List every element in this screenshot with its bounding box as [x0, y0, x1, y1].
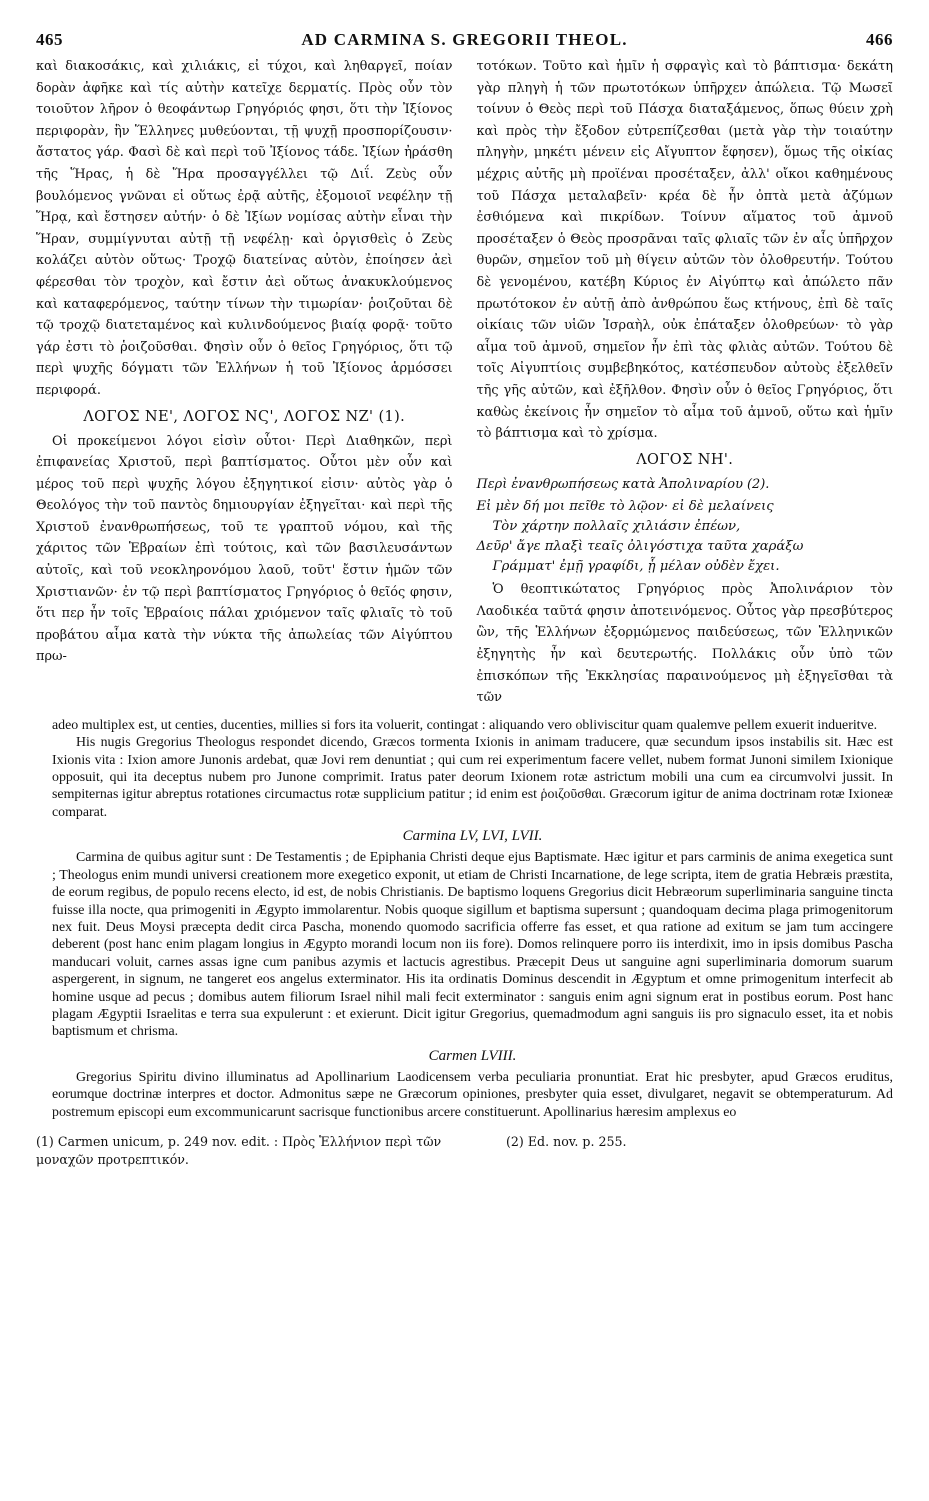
- right-section-heading: ΛΟΓΟΣ ΝΗ'.: [636, 451, 734, 468]
- left-paragraph-2: Οἱ προκείμενοι λόγοι εἰσὶν οὗτοι· Περὶ Διαθηκῶν, περὶ ἐπιφανείας Χριστοῦ, περὶ βαπτίσματος. Οὗτοι μὲν οὖν καὶ μέρος τοῦ περὶ ψυχῆς λόγου ἐξηγητικοί εἰσιν· αὐτὸς γὰρ ὁ Θεολόγος τὴν τοῦ παντὸς δημιουργίαν ἐξηγεῖται· καὶ περὶ τῆς Χριστοῦ ἐνανθρωπήσεως, τοῦ τε γραπτοῦ νόμου, καὶ τῆς χάριτος τῶν Ἑβραίων ἐπὶ τούτοις, καὶ τῶν βασιλευσάντων αὐτοῖς, καὶ τοῦ νεοκληρονόμου λαοῦ, τοῦτ' ἔστιν ἡμῶν τῶν Χριστιανῶν· ἐν τῷ περὶ βαπτίσματος Γρηγόριος ὁ θεῖός φησιν, ὅτι περ ἦν τοῖς Ἑβραίοις πάλαι χριόμενον ταῖς φλιαῖς τὸ τοῦ προβάτου αἷμα κατὰ τὴν νύκτα τῆς ἀπωλείας τῶν Αἰγύπτου πρω-: [36, 433, 453, 665]
- left-section-heading: ΛΟΓΟΣ ΝΕ', ΛΟΓΟΣ ΝϚ', ΛΟΓΟΣ ΝΖ' (1).: [83, 408, 406, 425]
- poem: [477, 497, 894, 577]
- left-paragraph-1: καὶ διακοσάκις, καὶ χιλιάκις, εἰ τύχοι, καὶ ληθαργεῖ, ποίαν δορὰν ἀφῆκε καὶ τίς αὐτὴν κατεῖχε δερματίς. Πρὸς οὖν τὸν τοιοῦτον λῆρον ὁ θεοφάντωρ Γρηγόριός φησι, ὅτι τὴν Ἰξίονος περιφορὰν, ἣν Ἕλληνες μυθεύονται, τῇ ψυχῇ προσπορίζουσιν· ἄστατος γάρ. Φασὶ δὲ καὶ περὶ τοῦ Ἰξίονος τάδε. Ἰξίων ἠράσθη τῆς Ἥρας, ἡ δὲ Ἥρα προσαγγέλλει τῷ Διΐ. Ζεὺς οὖν βουλόμενος γνῶναι εἰ οὕτως ἐρᾷ αὐτῆς, ἐξομοιοῖ νεφέλην τῇ Ἥρᾳ, καὶ ἔστησεν αὐτήν· ὁ δὲ Ἰξίων νομίσας αὐτὴν εἶναι τὴν Ἥραν, συμμίγνυται αὐτῇ τῇ νεφέλῃ· καὶ ὀργισθεὶς ὁ Ζεὺς κολάζει αὐτὸν οὕτως· Τροχῷ διατείνας αὐτὸν, ἐποίησεν ἀεὶ φέρεσθαι τὸν τροχὸν, καὶ ἔστιν ἀεὶ οὕτως ἀνακυκλούμενος καὶ καταφερόμενος, ταύτην τίνων τὴν τιμωρίαν· ῥοιζοῦται δὲ τῷ τροχῷ διατεταμένος καὶ κυλινδούμενος βιαίᾳ φορᾷ· τοῦτο γάρ ἐστι τὸ ῥοιζοῦσθαι. Φησὶν οὖν ὁ θεῖος Γρηγόριος, ὅτι τῷ περὶ ψυχῆς δόγματι τῶν Ἑλλήνων ἡ τοῦ Ἰξίονος ἁρμόσσει περιφορά.: [36, 59, 453, 398]
- latin-paragraph-1: adeo multiplex est, ut centies, ducenties, millies si fors ita voluerit, contingat : aliquando vero obliviscitur quam qualemve pellem exuerit indueritve.: [52, 717, 878, 733]
- latin-translation: [30, 709, 899, 1121]
- left-column: [36, 56, 453, 709]
- left-page-number: 465: [36, 30, 63, 49]
- right-paragraph-1: τοτόκων. Τοῦτο καὶ ἡμῖν ἡ σφραγὶς καὶ τὸ βάπτισμα· δεκάτη γὰρ πληγὴ ἡ τῶν πρωτοτόκων ὑπῆρχεν ἀπώλεια. Τῷ Μωσεῖ τοίνυν ὁ Θεὸς περὶ τοῦ Πάσχα διαταξάμενος, ὅπως θύειν χρὴ καὶ πρὸς τὴν ἔξοδον εὐτρεπίζεσθαι (μετὰ γὰρ τὴν τοιαύτην πληγὴν, μηκέτι μένειν εἰς Αἴγυπτον ἔφησεν), ὅμως τῆς οἰκίας μέχρις αὐτῆς μὴ προϊέναι προσέταξεν, ἀλλ' οἴκοι καθημένους τοῦ Πάσχα μεταλαβεῖν· κρέα δὲ ἦν ὀπτὰ μετὰ ἀζύμων ἐσθιόμενα καὶ πικρίδων. Τοίνυν αἵματος τοῦ ἀμνοῦ προσέταξεν ὁ Θεὸς προσρᾶναι ταῖς φλιαῖς τῶν ἐν αἷς ὑπῆρχον θυρῶν, σημεῖον τοῦ μὴ θίγειν αὐτῶν τὸν ὀλοθρευτήν. Τούτου δὲ γενομένου, κατέβη Κύριος ἐν Αἰγύπτῳ καὶ ἀπώλετο πᾶν πρωτότοκον ἐν αὐτῇ ἀπὸ ἀνθρώπου ἕως κτήνους, ἐπὶ δὲ ταῖς οἰκίαις τῶν υἱῶν Ἰσραὴλ, οὐκ ἐπάταξεν ὀλοθρεύων· τὸ γὰρ αἷμα τοῦ ἀμνοῦ, σημεῖον ἦν ἐπὶ τὰς φλιὰς αὐτῶν. Τούτου δὲ τοῖς Αἰγυπτίοις συμβεβηκότος, κατέσπευδον αὐτοὺς ἐξελθεῖν τῆς γῆς αὐτῶν, καὶ ἐξῆλθον. Φησὶν οὖν ὁ θεῖος Γρηγόριος, ὅτι καθὼς ἐκείνοις ἦν σημεῖον τὸ αἷμα τοῦ ἀμνοῦ, οὕτω καὶ ἡμῖν τὸ βάπτισμα καὶ τὸ χρίσμα.: [476, 59, 893, 442]
- greek-columns: [30, 56, 899, 709]
- latin-paragraph-4: Gregorius Spiritu divino illuminatus ad Apollinarium Laodicensem verba peculiaria pronuntiat. Erat hic presbyter, apud Græcos eruditus, eorumque doctrinæ interpres et doctor. Admonitus sæpe ne Græcorum opiniones, presbyter quia esset, divulgaret, negavit se obtemperaturum. Ad postremum episcopi eum excommunicarunt sacrisque functionibus arcere constituerunt. Apollinarius hæresim amplexus eo: [52, 1069, 893, 1120]
- right-column: [477, 56, 894, 709]
- footnote-2: (2) Ed. nov. p. 255.: [506, 1133, 627, 1149]
- running-head: [30, 30, 899, 56]
- poem-line: Δεῦρ' ἄγε πλαξὶ τεαῖς ὀλιγόστιχα ταῦτα χαράξω: [476, 539, 804, 555]
- footnote-1: (1) Carmen unicum, p. 249 nov. edit. : Πρὸς Ἑλλήνιον περὶ τῶν μοναχῶν προτρεπτικόν.: [36, 1133, 442, 1167]
- latin-paragraph-3: Carmina de quibus agitur sunt : De Testamentis ; de Epiphania Christi deque ejus Baptismate. Hæc igitur et pars carminis de anima exegetica sunt ; Theologus enim mundi universi creationem more exegetico exponit, ut etiam de Christi Incarnatione, de lege scripta, item de gratia Hebræis præstita, de eorum regibus, de populo recens electo, id est, de nobis Christianis. De baptismo loquens Gregorius dicit Hebræorum superliminaria sanguine tincta fuisse illa nocte, qua primogeniti in Ægypto immolarentur. Nobis quoque sigillum et baptisma supersunt ; quandoquam decima plaga primogenitorum nex fuit. Deus Moysi præcepta dedit circa Pascha, monendo quomodo sacrificia offerre fas esset, et qua ratione ad exitum se jam tum accingere deberent (post hanc enim plagam longius in Ægypto morandi locum non iis fore). Domos relinquere porro iis interdixit, imo in ipsis domibus Pascha manducari voluit, carnes assas igne cum panibus azymis et lactucis agrestibus. Præcepit Deus ut sanguine agni superliminaria domorum suarum aspergerent, in signum, ne tangeret eos angelus exterminator. His ita ordinatis Dominus descendit in Ægyptum et omne primogenitum interfecit ab homine usque ad pecus ; domibus autem filiorum Israel nihil mali fecit exterminator : sanguis enim agni signum erat in postibus eorum. Post hanc plagam Ægyptii Israelitas e terra sua expulerunt : et exierunt. Dicit igitur Gregorius, quemadmodum agni sanguis iis pro signaculo esset, ita et nobis baptismum et chrisma.: [52, 850, 893, 1040]
- right-page-number: 466: [866, 30, 893, 49]
- poem-line: Εἰ μὲν δή μοι πεῖθε τὸ λῷον· εἰ δὲ μελαίνεις: [476, 499, 774, 515]
- footnotes: [30, 1121, 899, 1169]
- running-title: AD CARMINA S. GREGORII THEOL.: [301, 30, 628, 49]
- right-subheading: Περὶ ἐνανθρωπήσεως κατὰ Ἀπολιναρίου (2).: [476, 476, 770, 492]
- latin-paragraph-2: His nugis Gregorius Theologus respondet dicendo, Græcos tormenta Ixionis in animam traducere, quæ secundum ipsos instabilis sit. Hæc est Ixionis vita : Ixion amore Junonis ardebat, quæ Jovi rem denuntiat ; qui cum rei experimentum facere vellet, nubem format Junoni similem Ixionique opposuit, qui ita deceptus nubem pro Junone comprimit. Iratus pater deorum Ixionem rotæ astrictum mobili una cum ea circumvolvi jussit. In sempiternas igitur abreptus rotationes circumactus rotæ supplicium patitur ; id enim est ῥοιζοῦσθαι. Græcorum igitur de anima doctrinam rotæ Ixioneæ comparat.: [52, 735, 893, 820]
- latin-carmen-heading-1: Carmina LV, LVI, LVII.: [402, 828, 543, 845]
- right-paragraph-2: Ὁ θεοπτικώτατος Γρηγόριος πρὸς Ἀπολινάριον τὸν Λαοδικέα ταῦτά φησιν ἀποτεινόμενος. Οὗτος γὰρ πρεσβύτερος ὢν, τῆς Ἑλλήνων ἐξορμώμενος παιδεύσεως, τῶν Ἑλληνικῶν ἐξηγητὴς ἦν καὶ δευτερωτής. Πολλάκις οὖν ὑπὸ τῶν ἐπισκόπων τῆς Ἐκκλησίας παραινούμενος μὴ ἐξηγεῖσθαι τὰ τῶν: [476, 582, 893, 706]
- poem-line: Τὸν χάρτην πολλαῖς χιλιάσιν ἐπέων,: [492, 519, 741, 535]
- poem-line: Γράμματ' ἐμῇ γραφίδι, ᾗ μέλαν οὐδὲν ἔχει.: [492, 559, 780, 575]
- latin-carmen-heading-2: Carmen LVIII.: [428, 1047, 517, 1064]
